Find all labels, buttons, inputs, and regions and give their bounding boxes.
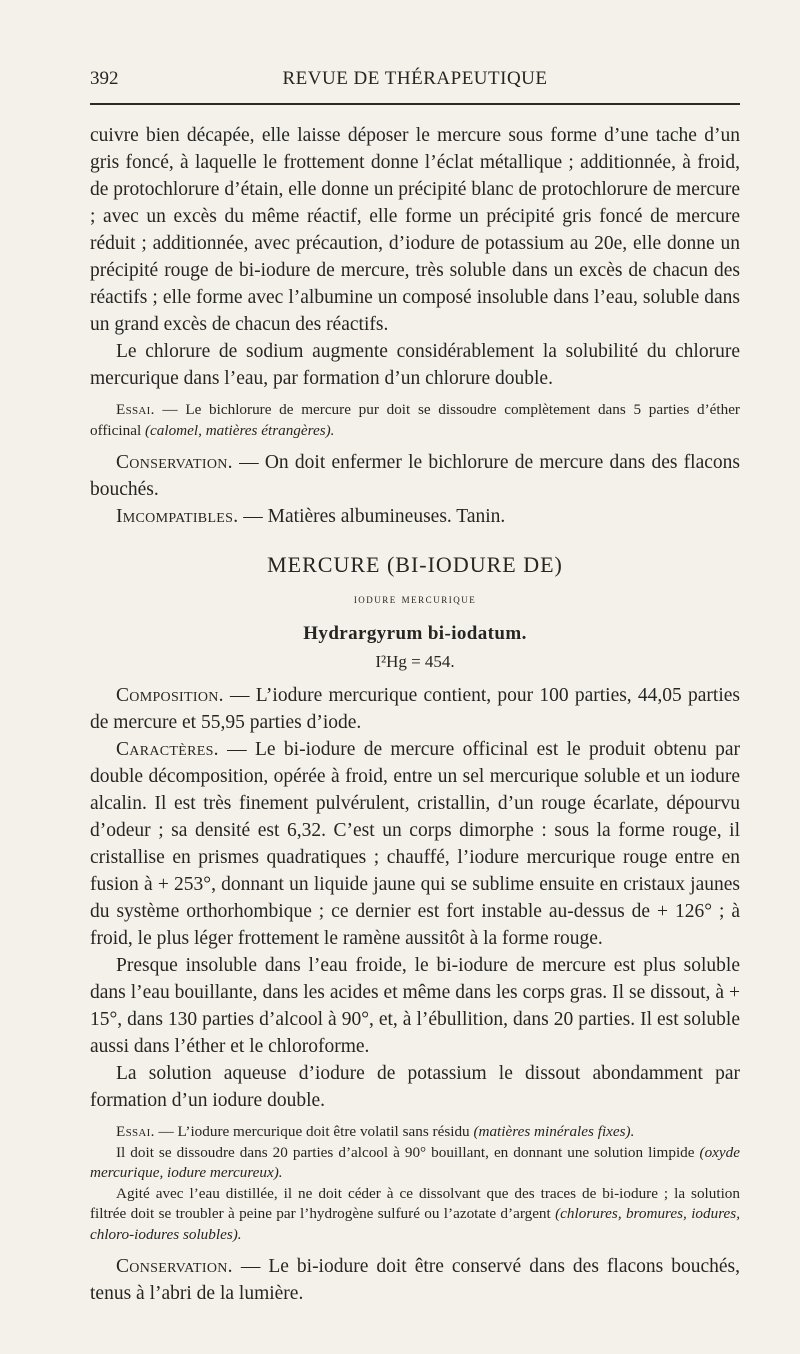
essai-eau-text: Agité avec l’eau distillée, il ne doit céder à ce dissolvant que des traces de bi-iodure ; la solution filtrée doit se troubler à peine par l’hydrogène sulfuré ou l’azotate d’argent bbox=[90, 1184, 740, 1222]
composition-label: Composition. bbox=[116, 685, 224, 706]
essai-alcool-text: Il doit se dissoudre dans 20 parties d’alcool à 90° bouillant, en donnant une solution limpide bbox=[116, 1143, 700, 1161]
essai-text: — Le bichlorure de mercure pur doit se dissoudre complètement dans 5 parties d’éther officinal bbox=[90, 401, 740, 439]
conservation-text: — On doit enfermer le bichlorure de mercure dans des flacons bouchés. bbox=[90, 452, 740, 500]
essai-bichlorure bbox=[90, 400, 740, 441]
conservation-biiodure bbox=[90, 1253, 740, 1307]
solubility-paragraph: Presque insoluble dans l’eau froide, le bi-iodure de mercure est plus soluble dans l’eau bouillante, dans les acides et même dans les corps gras. Il se dissout, à + 15°, dans 130 parties d’alcool à 90°, et, à l’ébullition, dans 20 parties. Il est soluble aussi dans l’éther et le chloroforme. bbox=[90, 955, 740, 1057]
conservation-label: Conservation. bbox=[116, 452, 233, 473]
caracteres-label: Caractères. bbox=[116, 739, 219, 760]
solution-paragraph: La solution aqueuse d’iodure de potassium le dissout abondamment par formation d’un iodure double. bbox=[90, 1063, 740, 1111]
section-title: MERCURE (BI-IODURE DE) bbox=[267, 552, 563, 577]
essai-eau-distillee bbox=[90, 1184, 740, 1246]
incompatibles-text: — Matières albumineuses. Tanin. bbox=[238, 506, 506, 527]
header-rule bbox=[90, 103, 740, 105]
essai-label: Essai. bbox=[116, 1123, 155, 1140]
essai-italic: (calomel, matières étrangères). bbox=[144, 421, 335, 439]
composition-paragraph bbox=[90, 682, 740, 736]
paragraph-continuation: cuivre bien décapée, elle laisse déposer le mercure sous forme d’une tache d’un gris foncé, à laquelle le frottement donne l’éclat métallique ; additionnée, à froid, de protochlorure d’étain, elle donne un précipité blanc de protochlorure de mercure ; avec un excès du même réactif, elle forme un précipité gris foncé de mercure réduit ; additionnée, avec précaution, d’iodure de potassium au 20e, elle donne un précipité rouge de bi-iodure de mercure, très soluble dans un excès de chacun des réactifs ; elle forme avec l’albumine un composé insoluble dans l’eau, soluble dans un grand excès de chacun des réactifs. bbox=[90, 125, 740, 335]
incompatibles-bichlorure bbox=[90, 503, 740, 530]
section-subtitle: iodure mercurique bbox=[353, 591, 477, 606]
body-text bbox=[90, 122, 740, 1307]
essai-italic: (matières minérales fixes). bbox=[473, 1123, 635, 1140]
essai-alcool-italic: (oxyde mercurique, iodure mercureux). bbox=[90, 1143, 740, 1181]
page-number: 392 bbox=[90, 68, 119, 89]
latin-name: Hydrargyrum bi-iodatum. bbox=[303, 623, 527, 644]
composition-text: — L’iodure mercurique contient, pour 100 parties, 44,05 parties de mercure et 55,95 parties d’iode. bbox=[90, 685, 740, 733]
conservation-text: — Le bi-iodure doit être conservé dans des flacons bouchés, tenus à l’abri de la lumière. bbox=[90, 1256, 740, 1304]
essai-text: — L’iodure mercurique doit être volatil sans résidu bbox=[154, 1123, 474, 1140]
essai-label: Essai. bbox=[116, 401, 155, 418]
conservation-label: Conservation. bbox=[116, 1256, 233, 1277]
essai-alcool bbox=[90, 1143, 740, 1184]
paragraph-sodium-chloride: Le chlorure de sodium augmente considérablement la solubilité du chlorure mercurique dans l’eau, par formation d’un chlorure double. bbox=[90, 341, 740, 389]
running-title: REVUE DE THÉRAPEUTIQUE bbox=[282, 68, 548, 89]
essai-eau-italic: (chlorures, bromures, iodures, chloro-iodures solubles). bbox=[90, 1205, 740, 1243]
chemical-formula: I²Hg = 454. bbox=[375, 652, 455, 671]
caracteres-text: — Le bi-iodure de mercure officinal est le produit obtenu par double décomposition, opérée à froid, entre un sel mercurique soluble et un iodure alcalin. Il est très finement pulvérulent, cristallin, d’un rouge écarlate, dépourvu d’odeur ; sa densité est 6,32. C’est un corps dimorphe : sous la forme rouge, il cristallise en prismes quadratiques ; chauffé, l’iodure mercurique rouge entre en fusion à + 253°, donnant un liquide jaune qui se sublime ensuite en cristaux jaunes du système orthorhombique ; ce dernier est fort instable au-dessus de + 126° ; à froid, le plus léger frottement le ramène aussitôt à la forme rouge. bbox=[90, 739, 740, 949]
incompatibles-label: Imcompatibles. bbox=[116, 506, 239, 527]
running-header bbox=[90, 68, 740, 98]
conservation-bichlorure bbox=[90, 449, 740, 503]
essai-biiodure bbox=[90, 1122, 740, 1143]
caracteres-paragraph bbox=[90, 736, 740, 952]
